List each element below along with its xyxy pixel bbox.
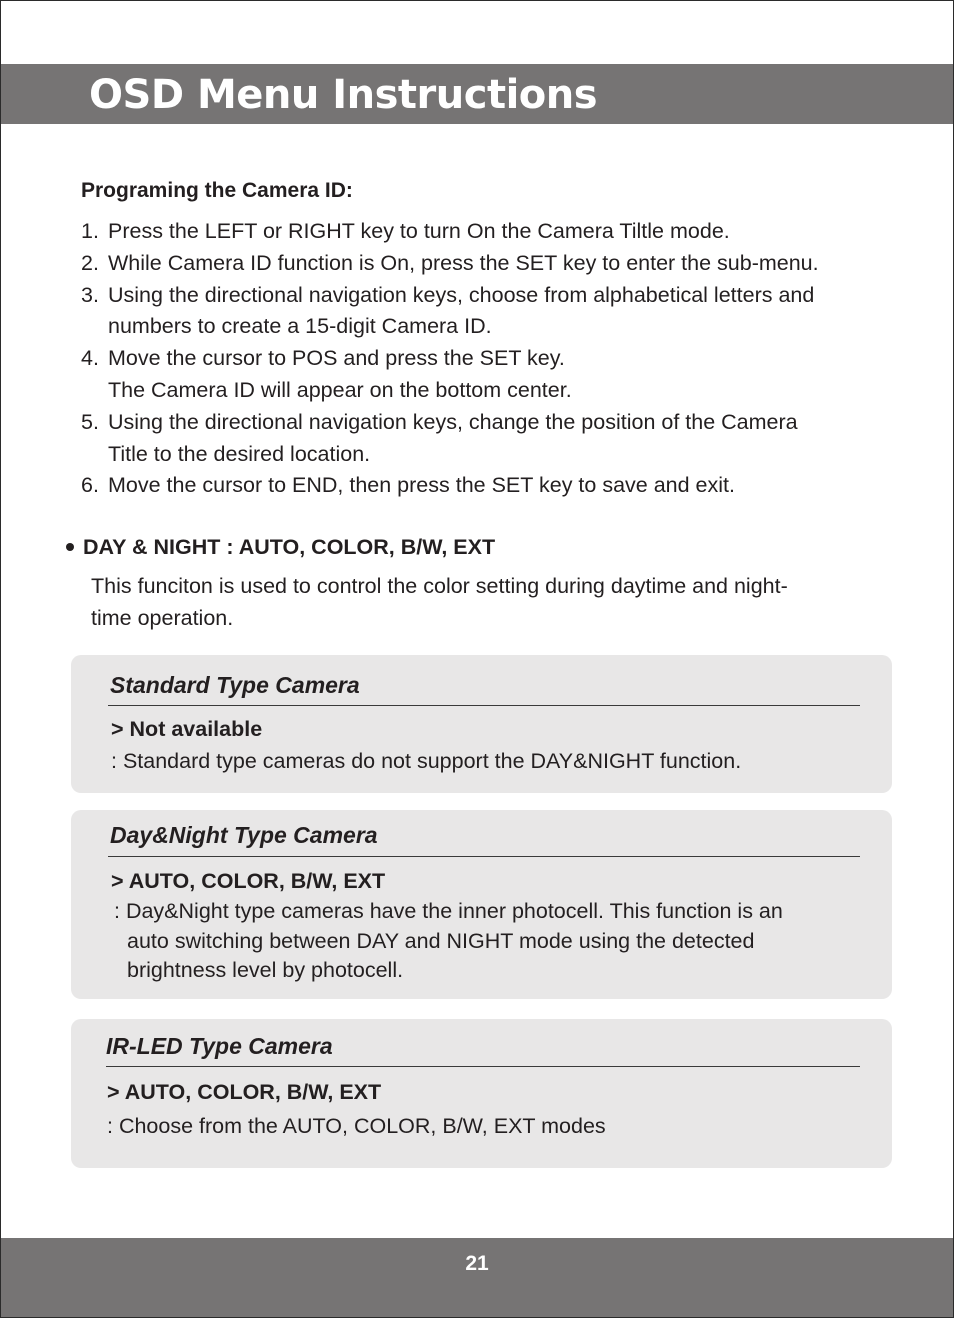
description-line: time operation. [91,606,234,630]
card-title: Standard Type Camera [110,672,360,698]
card-divider [106,1066,860,1067]
page-number: 21 [465,1252,489,1275]
card-text-line: : Day&Night type cameras have the inner photocell. This function is an [114,899,783,923]
step-item [81,407,921,471]
step-item [81,216,921,248]
irled-camera-card [71,1019,892,1168]
day-night-heading [66,534,495,560]
step-text: Move the cursor to POS and press the SET key. [108,346,565,371]
step-item [81,248,921,280]
step-text: Using the directional navigation keys, change the position of the Camera [108,409,798,434]
camera-id-heading: Programing the Camera ID: [81,179,353,202]
bullet-icon [66,543,74,551]
step-text: numbers to create a 15-digit Camera ID. [108,314,492,339]
day-night-heading-text: DAY & NIGHT : AUTO, COLOR, B/W, EXT [83,535,496,559]
day-night-description [91,570,891,634]
step-text: The Camera ID will appear on the bottom center. [108,377,572,402]
card-divider [108,705,860,706]
card-text [114,897,783,986]
card-option: > AUTO, COLOR, B/W, EXT [111,869,386,893]
card-option: > AUTO, COLOR, B/W, EXT [107,1080,382,1104]
step-text: Move the cursor to END, then press the SET key to save and exit. [108,473,735,498]
step-number: 6. [81,473,99,498]
card-title: Day&Night Type Camera [110,822,378,848]
step-text: While Camera ID function is On, press the SET key to enter the sub-menu. [108,250,819,275]
step-number: 1. [81,219,99,243]
step-number: 3. [81,282,99,307]
card-text-line: brightness level by photocell. [127,958,404,982]
standard-camera-card [71,655,892,793]
page-title: OSD Menu Instructions [89,72,598,118]
step-text: Title to the desired location. [108,441,371,466]
step-number: 2. [81,250,99,275]
step-number: 5. [81,409,99,434]
step-item [81,280,921,344]
description-line: This funciton is used to control the color setting during daytime and night- [91,574,788,598]
daynight-camera-card [71,810,892,999]
step-item [81,470,921,502]
step-number: 4. [81,346,99,371]
card-text: : Standard type cameras do not support the DAY&NIGHT function. [111,749,742,773]
step-item [81,343,921,407]
step-text: Using the directional navigation keys, choose from alphabetical letters and [108,282,815,307]
camera-id-steps [81,216,921,502]
card-divider [108,856,860,857]
step-text: Press the LEFT or RIGHT key to turn On the Camera Tiltle mode. [108,219,730,243]
card-title: IR-LED Type Camera [106,1033,333,1059]
card-text: : Choose from the AUTO, COLOR, B/W, EXT modes [107,1114,606,1138]
card-option: > Not available [111,717,263,741]
card-text-line: auto switching between DAY and NIGHT mode using the detected [127,928,755,953]
